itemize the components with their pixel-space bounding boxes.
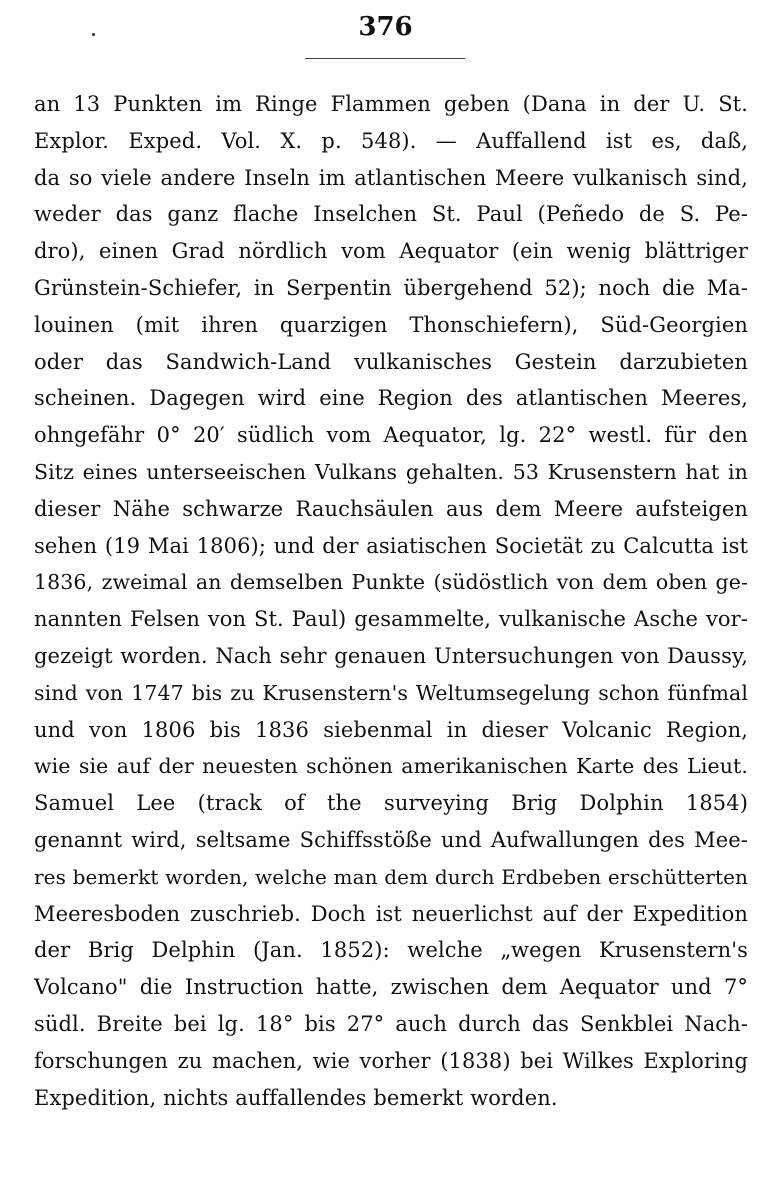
text-line: südl. Breite bei lg. 18° bis 27° auch durch das Senkblei Nach-	[34, 1011, 748, 1036]
text-line: und von 1806 bis 1836 siebenmal in dieser Volcanic Region,	[34, 717, 748, 742]
text-line: gezeigt worden. Nach sehr genauen Untersuchungen von Daussy,	[34, 643, 748, 668]
text-line: weder das ganz flache Inselchen St. Paul (Peñedo de S. Pe-	[34, 202, 748, 227]
text-line: sehen (19 Mai 1806); und der asiatischen Societät zu Calcutta ist	[34, 533, 748, 558]
text-line: 1836, zweimal an demselben Punkte (südöstlich von dem oben ge-	[34, 570, 748, 595]
text-line: sind von 1747 bis zu Krusenstern's Weltumsegelung schon fünfmal	[34, 680, 748, 705]
text-line: wie sie auf der neuesten schönen amerikanischen Karte des Lieut.	[34, 754, 748, 779]
text-line: oder das Sandwich-Land vulkanisches Gestein darzubieten	[34, 349, 748, 374]
text-line: scheinen. Dagegen wird eine Region des atlantischen Meeres,	[34, 386, 748, 411]
text-line: dieser Nähe schwarze Rauchsäulen aus dem Meere aufsteigen	[34, 496, 748, 521]
text-line: da so viele andere Inseln im atlantischen Meere vulkanisch sind,	[34, 165, 748, 190]
text-line: Explor. Exped. Vol. X. p. 548). — Auffallend ist es, daß,	[34, 128, 748, 153]
text-line: Expedition, nichts auffallendes bemerkt worden.	[34, 1085, 558, 1110]
text-line: Samuel Lee (track of the surveying Brig Dolphin 1854)	[34, 791, 748, 816]
header-rule	[305, 58, 465, 59]
text-line: louinen (mit ihren quarzigen Thonschiefern), Süd-Georgien	[34, 312, 748, 337]
text-line: genannt wird, seltsame Schiffsstöße und Aufwallungen des Mee-	[34, 827, 748, 852]
text-line: Sitz eines unterseeischen Vulkans gehalten. 53 Krusenstern hat in	[34, 459, 748, 484]
body-text	[34, 86, 748, 1116]
text-line: ohngefähr 0° 20′ südlich vom Aequator, lg. 22° westl. für den	[34, 423, 748, 448]
text-line: res bemerkt worden, welche man dem durch Erdbeben erschütterten	[34, 864, 748, 889]
text-line: forschungen zu machen, wie vorher (1838) bei Wilkes Exploring	[34, 1048, 748, 1073]
text-line: dro), einen Grad nördlich vom Aequator (ein wenig blättriger	[34, 239, 748, 264]
text-line: der Brig Delphin (Jan. 1852): welche „wegen Krusenstern's	[34, 938, 748, 963]
page-number: 376	[358, 12, 413, 42]
text-line: an 13 Punkten im Ringe Flammen geben (Dana in der U. St.	[34, 92, 748, 116]
text-line: nannten Felsen von St. Paul) gesammelte, vulkanische Asche vor-	[34, 607, 748, 632]
text-line: Meeresboden zuschrieb. Doch ist neuerlichst auf der Expedition	[34, 901, 748, 926]
text-line: Grünstein-Schiefer, in Serpentin übergehend 52); noch die Ma-	[34, 275, 748, 300]
text-line: Volcano" die Instruction hatte, zwischen dem Aequator und 7°	[34, 975, 748, 1000]
